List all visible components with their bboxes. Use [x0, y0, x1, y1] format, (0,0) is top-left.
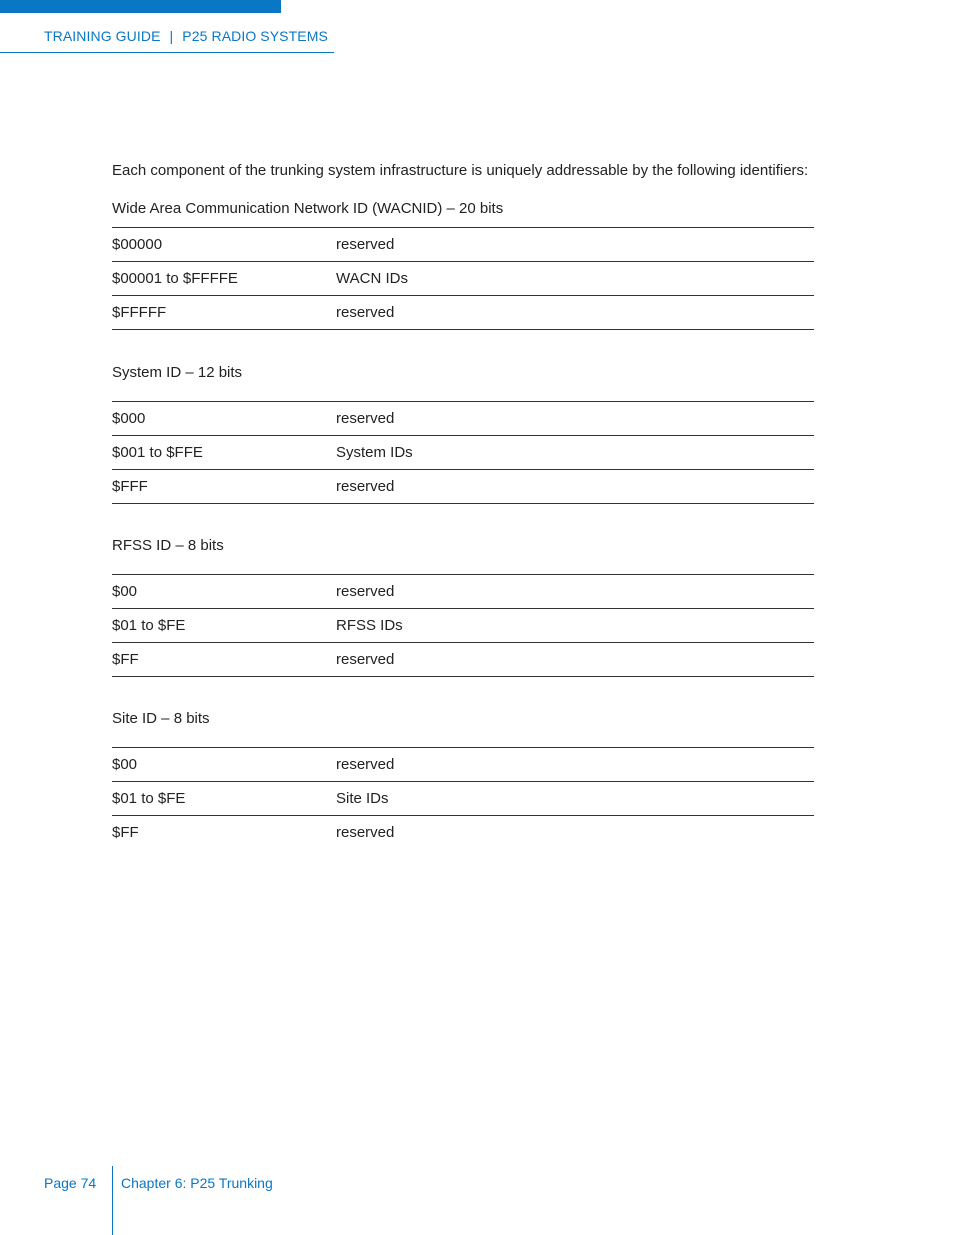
id-code: $FF [112, 823, 139, 841]
id-code: $01 to $FE [112, 616, 186, 634]
id-description: reserved [336, 409, 395, 427]
id-code: $FF [112, 650, 139, 668]
chapter-title: Chapter 6: P25 Trunking [121, 1175, 273, 1191]
table-row [112, 575, 814, 609]
table-row [112, 609, 814, 643]
intro-paragraph: Each component of the trunking system infrastructure is uniquely addressable by the following identifiers: [112, 162, 809, 179]
id-description: reserved [336, 823, 395, 841]
id-description: reserved [336, 582, 395, 600]
header-accent-bar [0, 0, 281, 13]
section-title-wacnid: Wide Area Communication Network ID (WACNID) – 20 bits [112, 200, 504, 217]
section-title-site-id: Site ID – 8 bits [112, 710, 210, 727]
table-row [112, 643, 814, 677]
id-code: $FFF [112, 477, 148, 495]
table-row [112, 262, 814, 296]
id-description: WACN IDs [336, 269, 408, 287]
table-row [112, 782, 814, 816]
footer-divider [112, 1166, 113, 1235]
id-description: RFSS IDs [336, 616, 403, 634]
table-row [112, 816, 814, 850]
system-id-table [112, 401, 814, 504]
table-row [112, 228, 814, 262]
wacnid-table [112, 227, 814, 330]
id-description: reserved [336, 235, 395, 253]
id-description: Site IDs [336, 789, 389, 807]
id-code: $00 [112, 582, 138, 600]
section-title-system-id: System ID – 12 bits [112, 364, 243, 381]
id-code: $FFFFF [112, 303, 167, 321]
id-code: $00000 [112, 235, 163, 253]
table-row [112, 296, 814, 330]
rfss-id-table [112, 574, 814, 677]
table-row [112, 470, 814, 504]
id-code: $001 to $FFE [112, 443, 203, 461]
id-description: reserved [336, 477, 395, 495]
id-code: $00 [112, 755, 138, 773]
id-code: $00001 to $FFFFE [112, 269, 238, 287]
header-rule [0, 52, 334, 53]
header-separator: | [169, 28, 174, 44]
site-id-table [112, 747, 814, 850]
id-description: reserved [336, 650, 395, 668]
id-description: reserved [336, 755, 395, 773]
table-row [112, 402, 814, 436]
table-row [112, 436, 814, 470]
page-content [112, 162, 814, 850]
header-topic: P25 RADIO SYSTEMS [182, 28, 328, 44]
section-title-rfss-id: RFSS ID – 8 bits [112, 537, 224, 554]
table-row [112, 748, 814, 782]
id-code: $01 to $FE [112, 789, 186, 807]
id-code: $000 [112, 409, 146, 427]
id-description: System IDs [336, 443, 413, 461]
running-header [44, 28, 328, 44]
page-number: Page 74 [44, 1175, 97, 1191]
id-description: reserved [336, 303, 395, 321]
header-guide-title: TRAINING GUIDE [44, 28, 161, 44]
